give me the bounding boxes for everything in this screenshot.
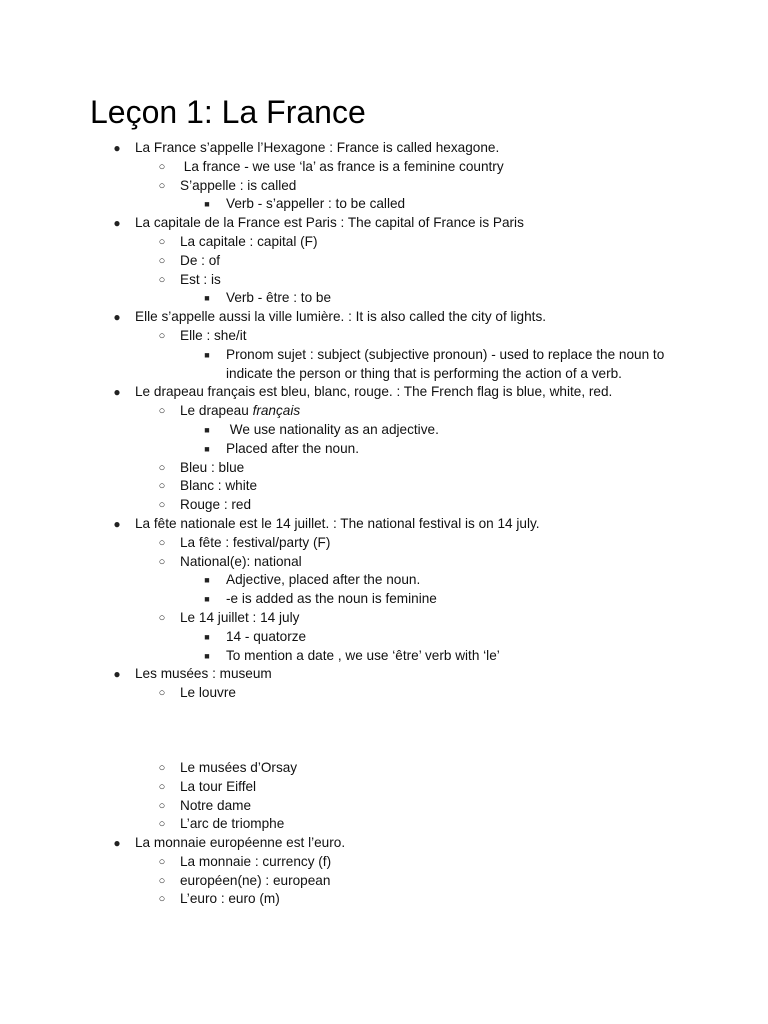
bullet-icon: ●: [113, 516, 121, 531]
list-item-text: De : of: [180, 252, 221, 268]
list-item: [0, 158, 768, 177]
list-item-text: Elle s’appelle aussi la ville lumière. : It is also called the city of lights.: [135, 309, 547, 325]
list-item-text: La capitale de la France est Paris : The capital of France is Paris: [135, 215, 524, 231]
list-item-text: Le drapeau français est bleu, blanc, rouge. : The French flag is blue, white, red.: [135, 384, 613, 400]
bullet-icon: ●: [113, 836, 121, 851]
square-bullet-icon: ■: [204, 650, 210, 661]
hollow-bullet-icon: ○: [158, 761, 166, 774]
list-item-text: To mention a date , we use ‘être’ verb with ‘le’: [226, 647, 500, 663]
hollow-bullet-icon: ○: [158, 855, 166, 868]
list-item: [0, 139, 768, 158]
list-item: [0, 778, 768, 797]
bullet-icon: ●: [113, 310, 121, 325]
square-bullet-icon: ■: [204, 575, 210, 586]
hollow-bullet-icon: ○: [158, 461, 166, 474]
list-item-text: Verb - s’appeller : to be called: [226, 196, 406, 212]
list-item-text: Adjective, placed after the noun.: [226, 572, 421, 588]
hollow-bullet-icon: ○: [158, 555, 166, 568]
hollow-bullet-icon: ○: [158, 254, 166, 267]
list-item: [0, 571, 768, 590]
list-item: [0, 308, 768, 327]
list-item: [0, 440, 768, 459]
list-item-text: La fête : festival/party (F): [180, 534, 331, 550]
list-item-text: Verb - être : to be: [226, 290, 332, 306]
list-item: [0, 665, 768, 684]
bullet-icon: ●: [113, 385, 121, 400]
list-item: [0, 609, 768, 628]
list-item-text: Le musées d’Orsay: [180, 759, 298, 775]
list-item-text: Le louvre: [180, 685, 236, 701]
list-item: [0, 553, 768, 572]
bullet-icon: ●: [113, 667, 121, 682]
hollow-bullet-icon: ○: [158, 874, 166, 887]
list-item-text: La tour Eiffel: [180, 778, 257, 794]
list-item: [0, 853, 768, 872]
list-item-text: Pronom sujet : subject (subjective pronoun) - used to replace the noun to: [226, 346, 665, 362]
hollow-bullet-icon: ○: [158, 611, 166, 624]
square-bullet-icon: ■: [204, 199, 210, 210]
page-title: Leçon 1: La France: [90, 94, 366, 130]
list-item: [0, 402, 768, 421]
hollow-bullet-icon: ○: [158, 893, 166, 906]
list-item-text: Placed after the noun.: [226, 440, 360, 456]
list-item: [0, 890, 768, 909]
list-item-text: indicate the person or thing that is performing the action of a verb.: [226, 365, 622, 381]
list-item-text: La monnaie européenne est l’euro.: [135, 835, 346, 851]
hollow-bullet-icon: ○: [158, 687, 166, 700]
hollow-bullet-icon: ○: [158, 235, 166, 248]
list-item: [0, 459, 768, 478]
square-bullet-icon: ■: [204, 594, 210, 605]
list-item: [0, 534, 768, 553]
list-item-text: We use nationality as an adjective.: [226, 421, 439, 437]
bullet-icon: ●: [113, 216, 121, 231]
list-item-text: Notre dame: [180, 797, 252, 813]
list-item-text: Rouge : red: [180, 497, 252, 513]
list-item-text-italic: français: [252, 403, 301, 419]
list-item-text: La monnaie : currency (f): [180, 853, 332, 869]
list-item-continuation: [0, 365, 768, 384]
list-item-text: 14 - quatorze: [226, 628, 307, 644]
list-item-text: [180, 402, 300, 421]
list-item-text: La france - we use ‘la’ as france is a feminine country: [180, 158, 504, 174]
list-item-text: La France s’appelle l’Hexagone : France is called hexagone.: [135, 140, 500, 155]
hollow-bullet-icon: ○: [158, 405, 166, 418]
square-bullet-icon: ■: [204, 424, 210, 435]
list-item: [0, 759, 768, 778]
list-item-text: La fête nationale est le 14 juillet. : The national festival is on 14 july.: [135, 515, 540, 531]
list-item-text-plain: Le drapeau: [180, 403, 253, 419]
list-item: [0, 177, 768, 196]
hollow-bullet-icon: ○: [158, 818, 166, 831]
list-item-text: S’appelle : is called: [180, 177, 297, 193]
hollow-bullet-icon: ○: [158, 179, 166, 192]
list-item: [0, 195, 768, 214]
list-item: [0, 477, 768, 496]
list-item-text: Le 14 juillet : 14 july: [180, 609, 300, 625]
list-item: [0, 496, 768, 515]
list-item: [0, 647, 768, 666]
square-bullet-icon: ■: [204, 293, 210, 304]
list-item: [0, 834, 768, 853]
list-item-text: européen(ne) : european: [180, 872, 331, 888]
hollow-bullet-icon: ○: [158, 160, 166, 173]
list-item: [0, 214, 768, 233]
bullet-icon: ●: [113, 141, 121, 155]
list-item: [0, 383, 768, 402]
list-item-text: Les musées : museum: [135, 666, 272, 682]
list-item: [0, 872, 768, 891]
list-item: [0, 233, 768, 252]
lesson-outline: [0, 139, 768, 909]
list-item-text: -e is added as the noun is feminine: [226, 591, 437, 607]
list-item-text: L’arc de triomphe: [180, 816, 285, 832]
list-item: [0, 289, 768, 308]
list-item: [0, 271, 768, 290]
hollow-bullet-icon: ○: [158, 480, 166, 493]
list-item: [0, 628, 768, 647]
list-item-text: L’euro : euro (m): [180, 891, 280, 907]
list-item: [0, 590, 768, 609]
list-item-text: Elle : she/it: [180, 327, 247, 343]
blank-space: [0, 703, 768, 759]
hollow-bullet-icon: ○: [158, 273, 166, 286]
list-item: [0, 346, 768, 365]
list-item: [0, 327, 768, 346]
hollow-bullet-icon: ○: [158, 536, 166, 549]
hollow-bullet-icon: ○: [158, 780, 166, 793]
hollow-bullet-icon: ○: [158, 499, 166, 512]
list-item-text: La capitale : capital (F): [180, 233, 318, 249]
hollow-bullet-icon: ○: [158, 799, 166, 812]
hollow-bullet-icon: ○: [158, 329, 166, 342]
list-item: [0, 684, 768, 703]
list-item-text: Est : is: [180, 271, 221, 287]
square-bullet-icon: ■: [204, 443, 210, 454]
square-bullet-icon: ■: [204, 631, 210, 642]
list-item-text: National(e): national: [180, 553, 302, 569]
list-item: [0, 815, 768, 834]
list-item: [0, 252, 768, 271]
list-item: [0, 515, 768, 534]
list-item: [0, 421, 768, 440]
square-bullet-icon: ■: [204, 349, 210, 360]
list-item-text: Blanc : white: [180, 478, 258, 494]
list-item: [0, 797, 768, 816]
list-item-text: Bleu : blue: [180, 459, 245, 475]
